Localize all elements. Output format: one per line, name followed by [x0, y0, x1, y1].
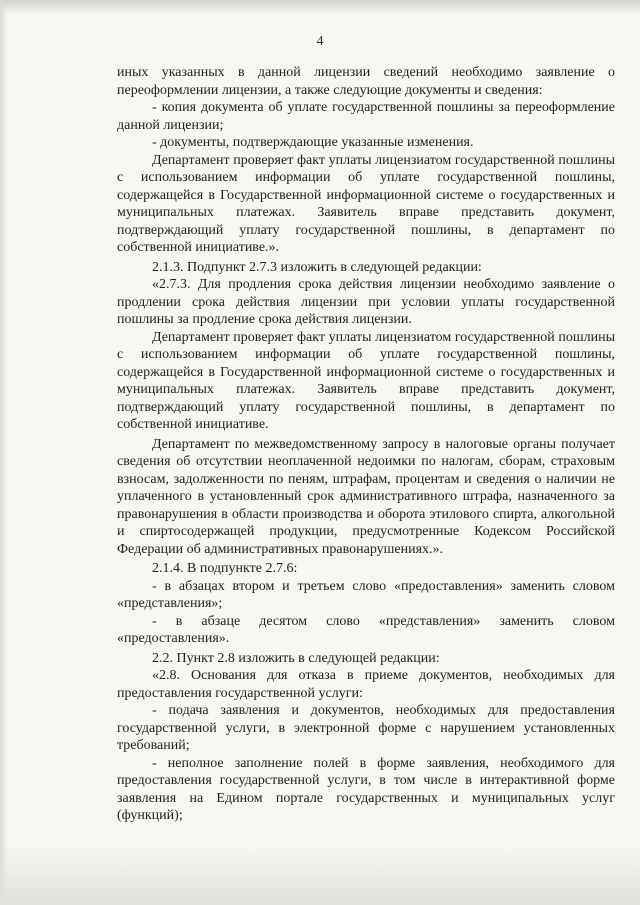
- scan-shadow-bottom: [0, 845, 640, 905]
- paragraph: «2.8. Основания для отказа в приеме документов, необходимых для предоставления государственной услуги:: [117, 668, 615, 701]
- scan-shadow-top: [0, 0, 640, 14]
- paragraph: - подача заявления и документов, необходимых для предоставления государственной услуги, в электронной форме с нарушением установленных требований;: [117, 703, 615, 753]
- paragraph: - неполное заполнение полей в форме заявления, необходимого для предоставления государственной услуги, в том числе в интерактивной форме заявления на Едином портале государственных и муниципальных услуг (функций);: [117, 755, 615, 823]
- document-body: [117, 64, 615, 825]
- paragraph: «2.7.3. Для продления срока действия лицензии необходимо заявление о продлении срока действия лицензии при условии уплаты государственной пошлины за продление срока действия лицензии.: [117, 277, 615, 327]
- paragraph: иных указанных в данной лицензии сведений необходимо заявление о переоформлении лицензии, а также следующие документы и сведения:: [117, 65, 615, 98]
- paragraph: 2.1.4. В подпункте 2.7.6:: [152, 561, 298, 576]
- paragraph: Департамент проверяет факт уплаты лицензиатом государственной пошлины с использованием информации об уплате государственной пошлины, содержащейся в Государственной информационной системе о государственных и муниципальных платежах. Заявитель вправе представить документ, подтверждающий уплату государственной пошлины, в департамент по собственной инициативе.».: [117, 152, 615, 255]
- paragraph: Департамент по межведомственному запросу в налоговые органы получает сведения об отсутствии неоплаченной недоимки по налогам, сборам, страховым взносам, задолженности по пеням, штрафам, процентам и сведения о наличии не уплаченного в установленный срок административного штрафа, назначенного за правонарушения в области производства и оборота этилового спирта, алкогольной и спиртосодержащей продукции, предусмотренные Кодексом Российской Федерации об административных правонарушениях.».: [117, 436, 615, 557]
- paragraph: - в абзаце десятом слово «представления» заменить словом «предоставления».: [117, 613, 615, 646]
- paragraph: 2.2. Пункт 2.8 изложить в следующей редакции:: [152, 650, 440, 666]
- paragraph: Департамент проверяет факт уплаты лицензиатом государственной пошлины с использованием информации об уплате государственной пошлины, содержащейся в Государственной информационной системе о государственных и муниципальных платежах. Заявитель вправе представить документ, подтверждающий уплату государственной пошлины, в департамент по собственной инициативе.: [117, 329, 615, 432]
- paragraph: - копия документа об уплате государственной пошлины за переоформление данной лицензии;: [117, 100, 615, 133]
- paragraph: - в абзацах втором и третьем слово «предоставления» заменить словом «представления»;: [117, 578, 615, 611]
- page-number: 4: [316, 34, 324, 49]
- scan-shadow-left: [0, 0, 8, 905]
- paragraph: 2.1.3. Подпункт 2.7.3 изложить в следующей редакции:: [152, 259, 482, 275]
- paragraph: - документы, подтверждающие указанные изменения.: [152, 135, 474, 150]
